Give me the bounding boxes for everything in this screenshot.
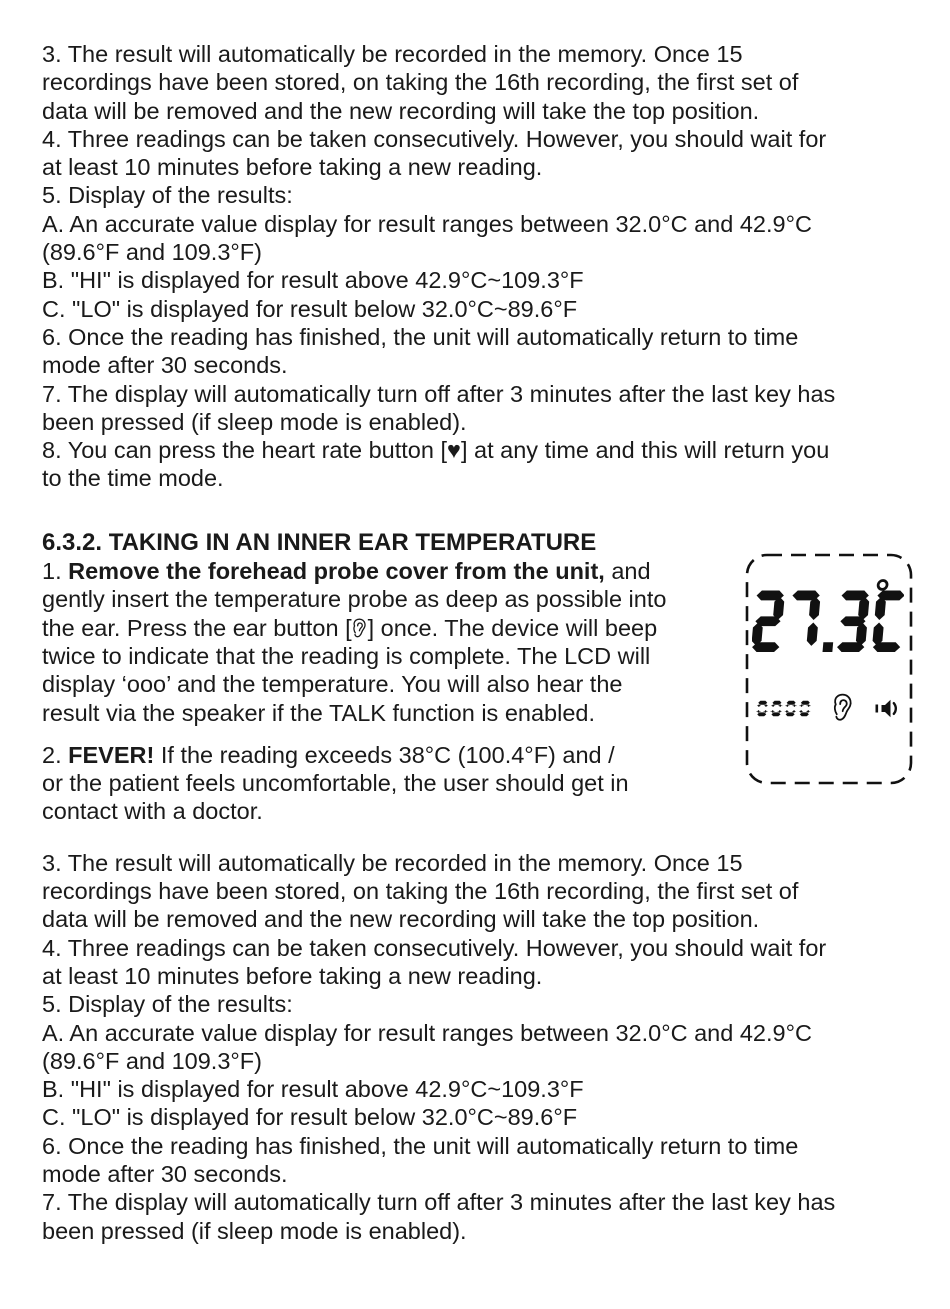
text-segment-bold: FEVER! (68, 741, 155, 768)
text-segment: ] once. The device will beep (367, 614, 658, 641)
text-segment: If the reading exceeds 38°C (100.4°F) and / (154, 741, 615, 768)
text-line: A. An accurate value display for result ranges between 32.0°C and 42.9°C (42, 210, 812, 237)
text-line: to the time mode. (42, 465, 224, 492)
ear-button-icon (352, 618, 368, 639)
text-line: display ‘ooo’ and the temperature. You will also hear the (42, 671, 623, 698)
text-line: mode after 30 seconds. (42, 1160, 288, 1187)
text-segment: 2. (42, 741, 69, 768)
text-segment: 1. (42, 558, 69, 585)
ear-icon (832, 693, 855, 723)
text-line: data will be removed and the new recording will take the top position. (42, 906, 760, 933)
text-line: 5. Display of the results: (42, 182, 293, 209)
text-line: B. "HI" is displayed for result above 42.9°C~109.3°F (42, 267, 584, 294)
text-line: 6. Once the reading has finished, the unit will automatically return to time (42, 1132, 799, 1159)
text-line: B. "HI" is displayed for result above 42.9°C~109.3°F (42, 1076, 584, 1103)
lcd-display (745, 553, 913, 785)
text-line: 6. Once the reading has finished, the unit will automatically return to time (42, 323, 799, 350)
text-line: data will be removed and the new recording will take the top position. (42, 97, 760, 124)
text-segment: the ear. Press the ear button [ (42, 614, 352, 641)
text-line: contact with a doctor. (42, 798, 263, 825)
text-line: twice to indicate that the reading is complete. The LCD will (42, 642, 651, 669)
text-line: mode after 30 seconds. (42, 352, 288, 379)
text-line: 3. The result will automatically be recorded in the memory. Once 15 (42, 849, 743, 876)
text-line: recordings have been stored, on taking the 16th recording, the first set of (42, 69, 799, 96)
text-line: 3. The result will automatically be recorded in the memory. Once 15 (42, 41, 743, 67)
text-segment-bold: Remove the forehead probe cover from the unit, (68, 558, 605, 585)
text-line: (89.6°F and 109.3°F) (42, 239, 262, 266)
text-line: at least 10 minutes before taking a new reading. (42, 962, 543, 989)
text-line: 4. Three readings can be taken consecutively. However, you should wait for (42, 934, 827, 961)
text-line: A. An accurate value display for result ranges between 32.0°C and 42.9°C (42, 1019, 812, 1046)
text-line: at least 10 minutes before taking a new reading. (42, 154, 543, 181)
text-line: 4. Three readings can be taken consecutively. However, you should wait for (42, 125, 827, 152)
text-line: been pressed (if sleep mode is enabled). (42, 408, 467, 435)
speaker-icon (875, 698, 902, 719)
text-line: been pressed (if sleep mode is enabled). (42, 1217, 467, 1244)
seven-segment-reading (752, 579, 904, 655)
text-line: 7. The display will automatically turn off after 3 minutes after the last key has (42, 380, 836, 407)
text-line: (89.6°F and 109.3°F) (42, 1047, 262, 1074)
text-line: gently insert the temperature probe as deep as possible into (42, 586, 667, 613)
lcd-status-row (756, 691, 902, 725)
numbered-instructions-top (42, 40, 950, 493)
text-segment: and (604, 558, 651, 585)
text-line: or the patient feels uncomfortable, the user should get in (42, 770, 629, 797)
text-line: recordings have been stored, on taking the 16th recording, the first set of (42, 878, 799, 905)
text-line: 7. The display will automatically turn off after 3 minutes after the last key has (42, 1189, 836, 1216)
section-heading: 6.3.2. TAKING IN AN INNER EAR TEMPERATURE (42, 528, 597, 556)
memory-digits (756, 700, 811, 717)
numbered-instructions-bottom (42, 849, 950, 1245)
text-line: 8. You can press the heart rate button [♥] at any time and this will return you (42, 437, 830, 464)
text-line: C. "LO" is displayed for result below 32.0°C~89.6°F (42, 1104, 578, 1131)
text-line: C. "LO" is displayed for result below 32.0°C~89.6°F (42, 295, 578, 322)
text-line: 5. Display of the results: (42, 991, 293, 1018)
text-line: result via the speaker if the TALK function is enabled. (42, 699, 596, 726)
